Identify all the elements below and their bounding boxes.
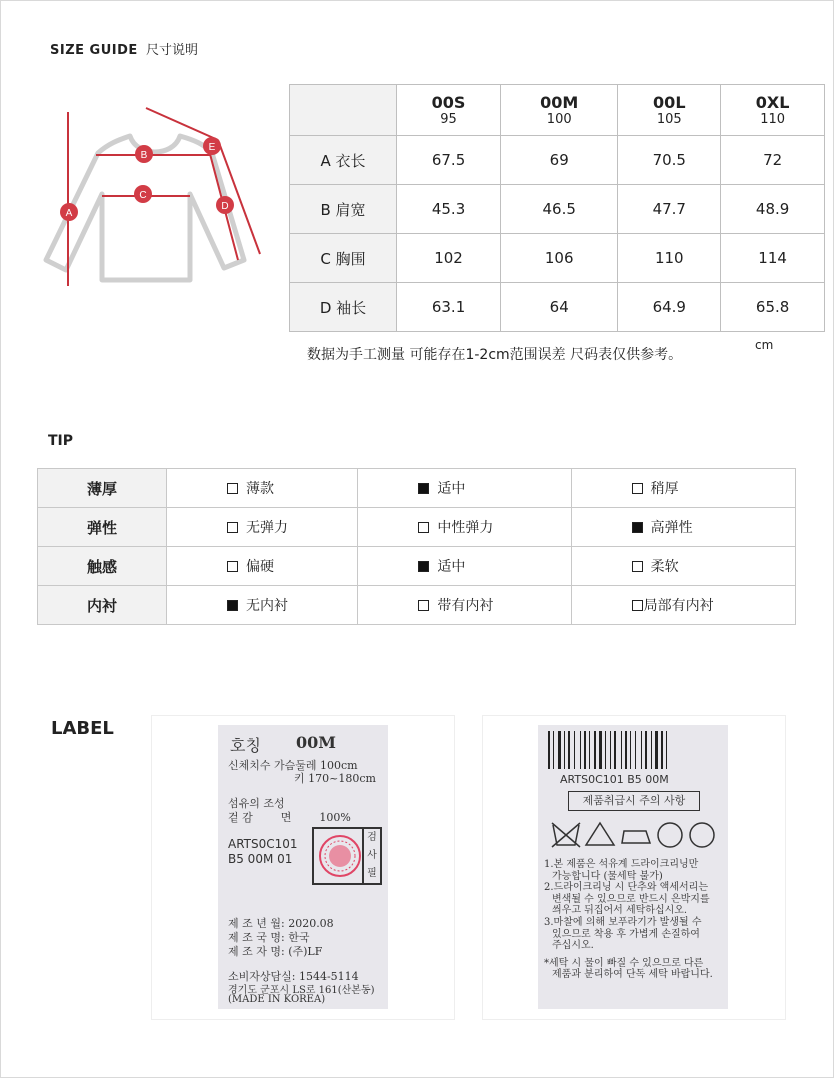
tip-row bbox=[38, 508, 796, 547]
label-panel-2 bbox=[482, 715, 786, 1020]
row-label: D 袖长 bbox=[290, 283, 397, 332]
table-cell: 48.9 bbox=[721, 185, 825, 234]
unit-label: cm bbox=[755, 338, 774, 352]
checkbox bbox=[632, 483, 643, 494]
row-label: C 胸围 bbox=[290, 234, 397, 283]
tag-size-label: 호칭 bbox=[230, 736, 261, 755]
tip-option: 高弹性 bbox=[571, 508, 795, 547]
checkbox-checked bbox=[418, 483, 429, 494]
barcode-bar bbox=[580, 731, 581, 769]
table-cell: 110 bbox=[618, 234, 721, 283]
tip-option: 适中 bbox=[358, 547, 571, 586]
diagram-marker-e bbox=[203, 137, 221, 155]
measurement-note: 数据为手工测量 可能存在1-2cm范围误差 尺码表仅供参考。 bbox=[307, 347, 683, 363]
tip-row bbox=[38, 547, 796, 586]
dry-clean-icon bbox=[658, 823, 682, 847]
barcode-bar bbox=[655, 731, 658, 769]
tag-fiber-title: 섬유의 조성 bbox=[228, 797, 285, 810]
tag-body-line1: 신체치수 가슴둘레 100cm bbox=[228, 759, 358, 772]
table-cell: 65.8 bbox=[721, 283, 825, 332]
label-title: LABEL bbox=[51, 718, 114, 739]
table-cell: 64 bbox=[501, 283, 618, 332]
table-row bbox=[290, 234, 825, 283]
barcode-bar bbox=[605, 731, 606, 769]
svg-text:D: D bbox=[221, 201, 229, 212]
barcode-bar bbox=[641, 731, 642, 769]
checkbox-checked bbox=[632, 522, 643, 533]
tip-row-label: 弹性 bbox=[38, 508, 167, 547]
barcode-bar bbox=[568, 731, 570, 769]
barcode-bar bbox=[564, 731, 565, 769]
size-guide-title: SIZE GUIDE 尺寸说明 bbox=[50, 43, 199, 58]
table-cell: 46.5 bbox=[501, 185, 618, 234]
tag-country: 제 조 국 명: 한국 bbox=[228, 931, 310, 944]
tip-row-label: 内衬 bbox=[38, 586, 167, 625]
tip-table bbox=[37, 468, 796, 625]
tag-tel: 소비자상담실: 1544-5114 bbox=[228, 970, 359, 983]
barcode-bar bbox=[645, 731, 647, 769]
checkbox bbox=[418, 600, 429, 611]
tag-maker: 제 조 자 명: (주)LF bbox=[228, 945, 323, 958]
barcode-bar bbox=[621, 731, 622, 769]
size-col-0xl: 0XL 110 bbox=[721, 85, 825, 136]
tip-row-label: 触感 bbox=[38, 547, 167, 586]
care-symbols bbox=[550, 817, 720, 851]
tip-row bbox=[38, 586, 796, 625]
checkbox-checked bbox=[227, 600, 238, 611]
iron-icon bbox=[622, 831, 650, 843]
care-title: 제품취급시 주의 사항 bbox=[568, 791, 700, 811]
table-cell: 67.5 bbox=[397, 136, 501, 185]
tag-code: ARTS0C101 B5 00M bbox=[560, 773, 669, 786]
tip-option: 无弹力 bbox=[167, 508, 358, 547]
diagram-marker-d bbox=[216, 196, 234, 214]
row-label: B 肩宽 bbox=[290, 185, 397, 234]
checkbox bbox=[227, 483, 238, 494]
garment-diagram bbox=[38, 100, 270, 292]
bleach-icon bbox=[586, 823, 614, 845]
tag-code1: ARTS0C101 bbox=[228, 837, 298, 851]
diagram-marker-b bbox=[135, 145, 153, 163]
tip-option: 局部有内衬 bbox=[571, 586, 795, 625]
barcode-bar bbox=[584, 731, 586, 769]
tip-option: 柔软 bbox=[571, 547, 795, 586]
tip-row-label: 薄厚 bbox=[38, 469, 167, 508]
tag-date: 제 조 년 월: 2020.08 bbox=[228, 917, 334, 930]
tip-title: TIP bbox=[48, 433, 74, 449]
tip-option: 薄款 bbox=[167, 469, 358, 508]
table-row bbox=[290, 136, 825, 185]
diagram-marker-c bbox=[134, 185, 152, 203]
table-cell: 64.9 bbox=[618, 283, 721, 332]
table-cell: 102 bbox=[397, 234, 501, 283]
tip-option: 带有内衬 bbox=[358, 586, 571, 625]
care-tag-back bbox=[538, 725, 728, 1009]
no-wash-icon bbox=[552, 823, 580, 847]
size-col-00s: 00S 95 bbox=[397, 85, 501, 136]
barcode-icon bbox=[548, 731, 718, 769]
inspection-text: 검 사 필 bbox=[362, 829, 380, 883]
tag-addr: 경기도 군포시 LS로 161(산본동) bbox=[228, 985, 375, 996]
checkbox-checked bbox=[418, 561, 429, 572]
barcode-bar bbox=[589, 731, 590, 769]
table-row bbox=[290, 185, 825, 234]
barcode-bar bbox=[594, 731, 596, 769]
checkbox bbox=[632, 600, 643, 611]
barcode-bar bbox=[599, 731, 602, 769]
tip-option: 中性弹力 bbox=[358, 508, 571, 547]
tag-size-value: 00M bbox=[296, 733, 336, 752]
checkbox bbox=[227, 561, 238, 572]
inspection-box bbox=[312, 827, 382, 885]
size-table-header bbox=[290, 85, 825, 136]
table-cell: 63.1 bbox=[397, 283, 501, 332]
care-tag-front bbox=[218, 725, 388, 1009]
inspection-stamp-icon bbox=[316, 831, 364, 881]
diagram-marker-a bbox=[60, 203, 78, 221]
tip-option: 稍厚 bbox=[571, 469, 795, 508]
checkbox bbox=[418, 522, 429, 533]
barcode-bar bbox=[558, 731, 561, 769]
checkbox bbox=[227, 522, 238, 533]
table-cell: 106 bbox=[501, 234, 618, 283]
label-panel-1 bbox=[151, 715, 455, 1020]
size-col-00m: 00M 100 bbox=[501, 85, 618, 136]
svg-text:A: A bbox=[65, 208, 73, 219]
barcode-bar bbox=[553, 731, 554, 769]
tip-row bbox=[38, 469, 796, 508]
tag-body-line2: 키 170~180cm bbox=[294, 772, 376, 785]
svg-text:B: B bbox=[140, 150, 148, 161]
table-cell: 69 bbox=[501, 136, 618, 185]
tip-option: 偏硬 bbox=[167, 547, 358, 586]
tag-made: (MADE IN KOREA) bbox=[228, 994, 326, 1005]
size-col-00l: 00L 105 bbox=[618, 85, 721, 136]
table-cell: 72 bbox=[721, 136, 825, 185]
barcode-bar bbox=[610, 731, 611, 769]
table-cell: 70.5 bbox=[618, 136, 721, 185]
svg-text:E: E bbox=[208, 142, 216, 153]
checkbox bbox=[632, 561, 643, 572]
barcode-bar bbox=[574, 731, 575, 769]
barcode-bar bbox=[548, 731, 550, 769]
tumble-icon bbox=[690, 823, 714, 847]
table-row bbox=[290, 283, 825, 332]
size-table-corner bbox=[290, 85, 397, 136]
row-label: A 衣长 bbox=[290, 136, 397, 185]
table-cell: 114 bbox=[721, 234, 825, 283]
tag-code2: B5 00M 01 bbox=[228, 852, 293, 866]
barcode-bar bbox=[635, 731, 636, 769]
size-table bbox=[289, 84, 825, 332]
tip-option: 适中 bbox=[358, 469, 571, 508]
barcode-bar bbox=[651, 731, 652, 769]
table-cell: 45.3 bbox=[397, 185, 501, 234]
svg-text:C: C bbox=[139, 190, 147, 201]
care-instructions: 1.본 제품은 석유계 드라이크리닝만 가능합니다 (물세탁 불가) 2.드라이크리닝 시 단추와 액세서리는 변색될 수 있으므로 반드시 은박지를 씌우고 뒤집어서 세탁하십시오. 3.마찰에 의해 보푸라기가 발생될 수 있으므로 착용 후 가볍게 손질하여 주십시오. *세탁 시 물이 빠질 수 있으므로 다른 제품과 분리하여 단독 세탁 바랍니다. bbox=[544, 859, 713, 981]
barcode-bar bbox=[661, 731, 663, 769]
table-cell: 47.7 bbox=[618, 185, 721, 234]
barcode-bar bbox=[630, 731, 631, 769]
barcode-bar bbox=[614, 731, 616, 769]
tag-fiber-line: 겉 감 면 100% bbox=[228, 811, 351, 824]
barcode-bar bbox=[625, 731, 627, 769]
barcode-bar bbox=[666, 731, 667, 769]
tip-option: 无内衬 bbox=[167, 586, 358, 625]
